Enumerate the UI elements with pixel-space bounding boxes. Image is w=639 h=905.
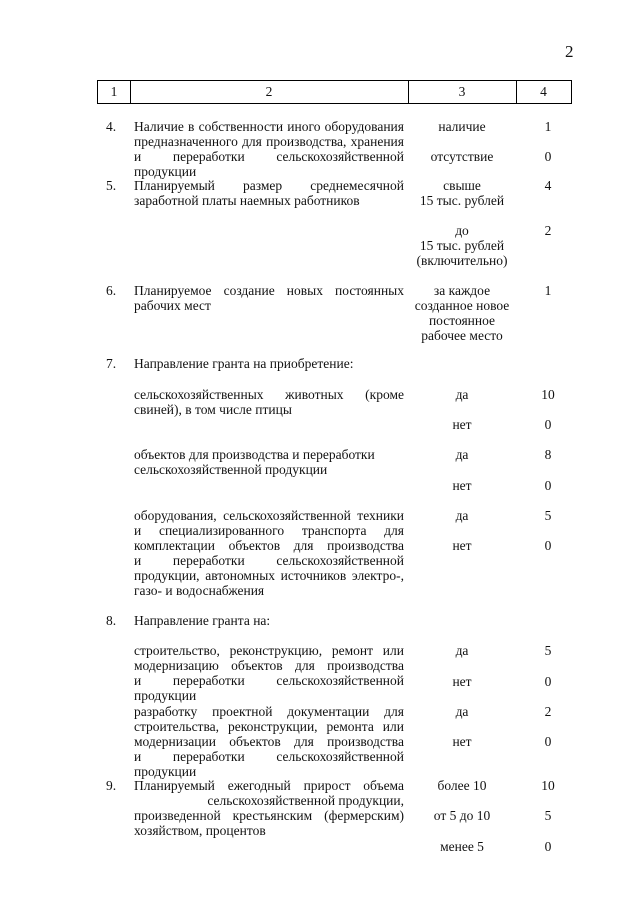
criterion-points: 5 — [544, 808, 552, 823]
criterion-text: Наличие в собственности иного оборудования предназначенного для производства, хранения и переработки сельскохозяйственной продукции — [134, 119, 404, 179]
criterion-value: да — [455, 508, 469, 523]
criterion-text: сельскохозяйственных животных (кроме свиней), в том числе птицы — [134, 387, 404, 417]
criterion-text: строительство, реконструкцию, ремонт или модернизацию объектов для производства и переработки сельскохозяйственной продукции — [134, 643, 404, 703]
criterion-value: да — [455, 643, 469, 658]
criterion-text: объектов для производства и переработки сельскохозяйственной продукции — [134, 447, 375, 477]
criterion-points: 1 — [544, 283, 552, 298]
criterion-points: 5 — [544, 508, 552, 523]
criterion-points: 4 — [544, 178, 552, 193]
criterion-points: 1 — [544, 119, 552, 134]
criterion-text: оборудования, сельскохозяйственной техники и специализированного транспорта для комплектации объектов для производства и переработки сельскохозяйственной продукции, автономных источников электро-, газо- и водоснабжения — [134, 508, 404, 598]
row-number: 7. — [106, 356, 117, 371]
criterion-value: за каждое созданное новое постоянное рабочее место — [414, 283, 510, 343]
criterion-value: более 10 — [437, 778, 487, 793]
criterion-points: 2 — [544, 704, 552, 719]
criterion-text: Планируемое создание новых постоянных рабочих мест — [134, 283, 404, 313]
criterion-value: отсутствие — [430, 149, 494, 164]
criterion-points: 2 — [544, 223, 552, 238]
page-number: 2 — [565, 42, 574, 61]
criterion-value: да — [455, 704, 469, 719]
criterion-points: 0 — [544, 538, 552, 553]
criterion-points: 0 — [544, 674, 552, 689]
criterion-value: до 15 тыс. рублей (включительно) — [416, 223, 508, 268]
criterion-value: нет — [452, 674, 472, 689]
criterion-points: 0 — [544, 839, 552, 854]
criterion-value: нет — [452, 538, 472, 553]
criterion-value: свыше 15 тыс. рублей — [419, 178, 505, 208]
row-number: 8. — [106, 613, 117, 628]
table-header — [97, 80, 572, 104]
criterion-points: 0 — [544, 149, 552, 164]
header-col-1: 1 — [110, 84, 118, 99]
row-number: 6. — [106, 283, 117, 298]
criterion-points: 8 — [544, 447, 552, 462]
criterion-points: 10 — [541, 387, 555, 402]
row-number: 5. — [106, 178, 117, 193]
criterion-points: 0 — [544, 417, 552, 432]
section-title: Направление гранта на приобретение: — [134, 356, 354, 371]
criterion-value: да — [455, 387, 469, 402]
criterion-value: нет — [452, 734, 472, 749]
header-col-3: 3 — [458, 84, 466, 99]
criterion-value: да — [455, 447, 469, 462]
header-col-2: 2 — [265, 84, 273, 99]
section-title: Направление гранта на: — [134, 613, 271, 628]
criterion-value: менее 5 — [440, 839, 484, 854]
row-number: 4. — [106, 119, 117, 134]
header-col-4: 4 — [540, 84, 547, 99]
criterion-text: Планируемый ежегодный прирост объема сельскохозяйственной продукции, произведенной крестьянским (фермерским) хозяйством, процентов — [134, 778, 404, 838]
criterion-text: разработку проектной документации для строительства, реконструкции, ремонта или модернизации объектов для производства и переработки сельскохозяйственной продукции — [134, 704, 404, 779]
criterion-value: от 5 до 10 — [433, 808, 491, 823]
criterion-points: 10 — [541, 778, 555, 793]
criterion-value: наличие — [438, 119, 486, 134]
criterion-points: 0 — [544, 478, 552, 493]
criterion-value: нет — [452, 417, 472, 432]
criterion-points: 0 — [544, 734, 552, 749]
criterion-points: 5 — [544, 643, 552, 658]
row-number: 9. — [106, 778, 117, 793]
criterion-text: Планируемый размер среднемесячной заработной платы наемных работников — [134, 178, 404, 208]
criterion-value: нет — [452, 478, 472, 493]
